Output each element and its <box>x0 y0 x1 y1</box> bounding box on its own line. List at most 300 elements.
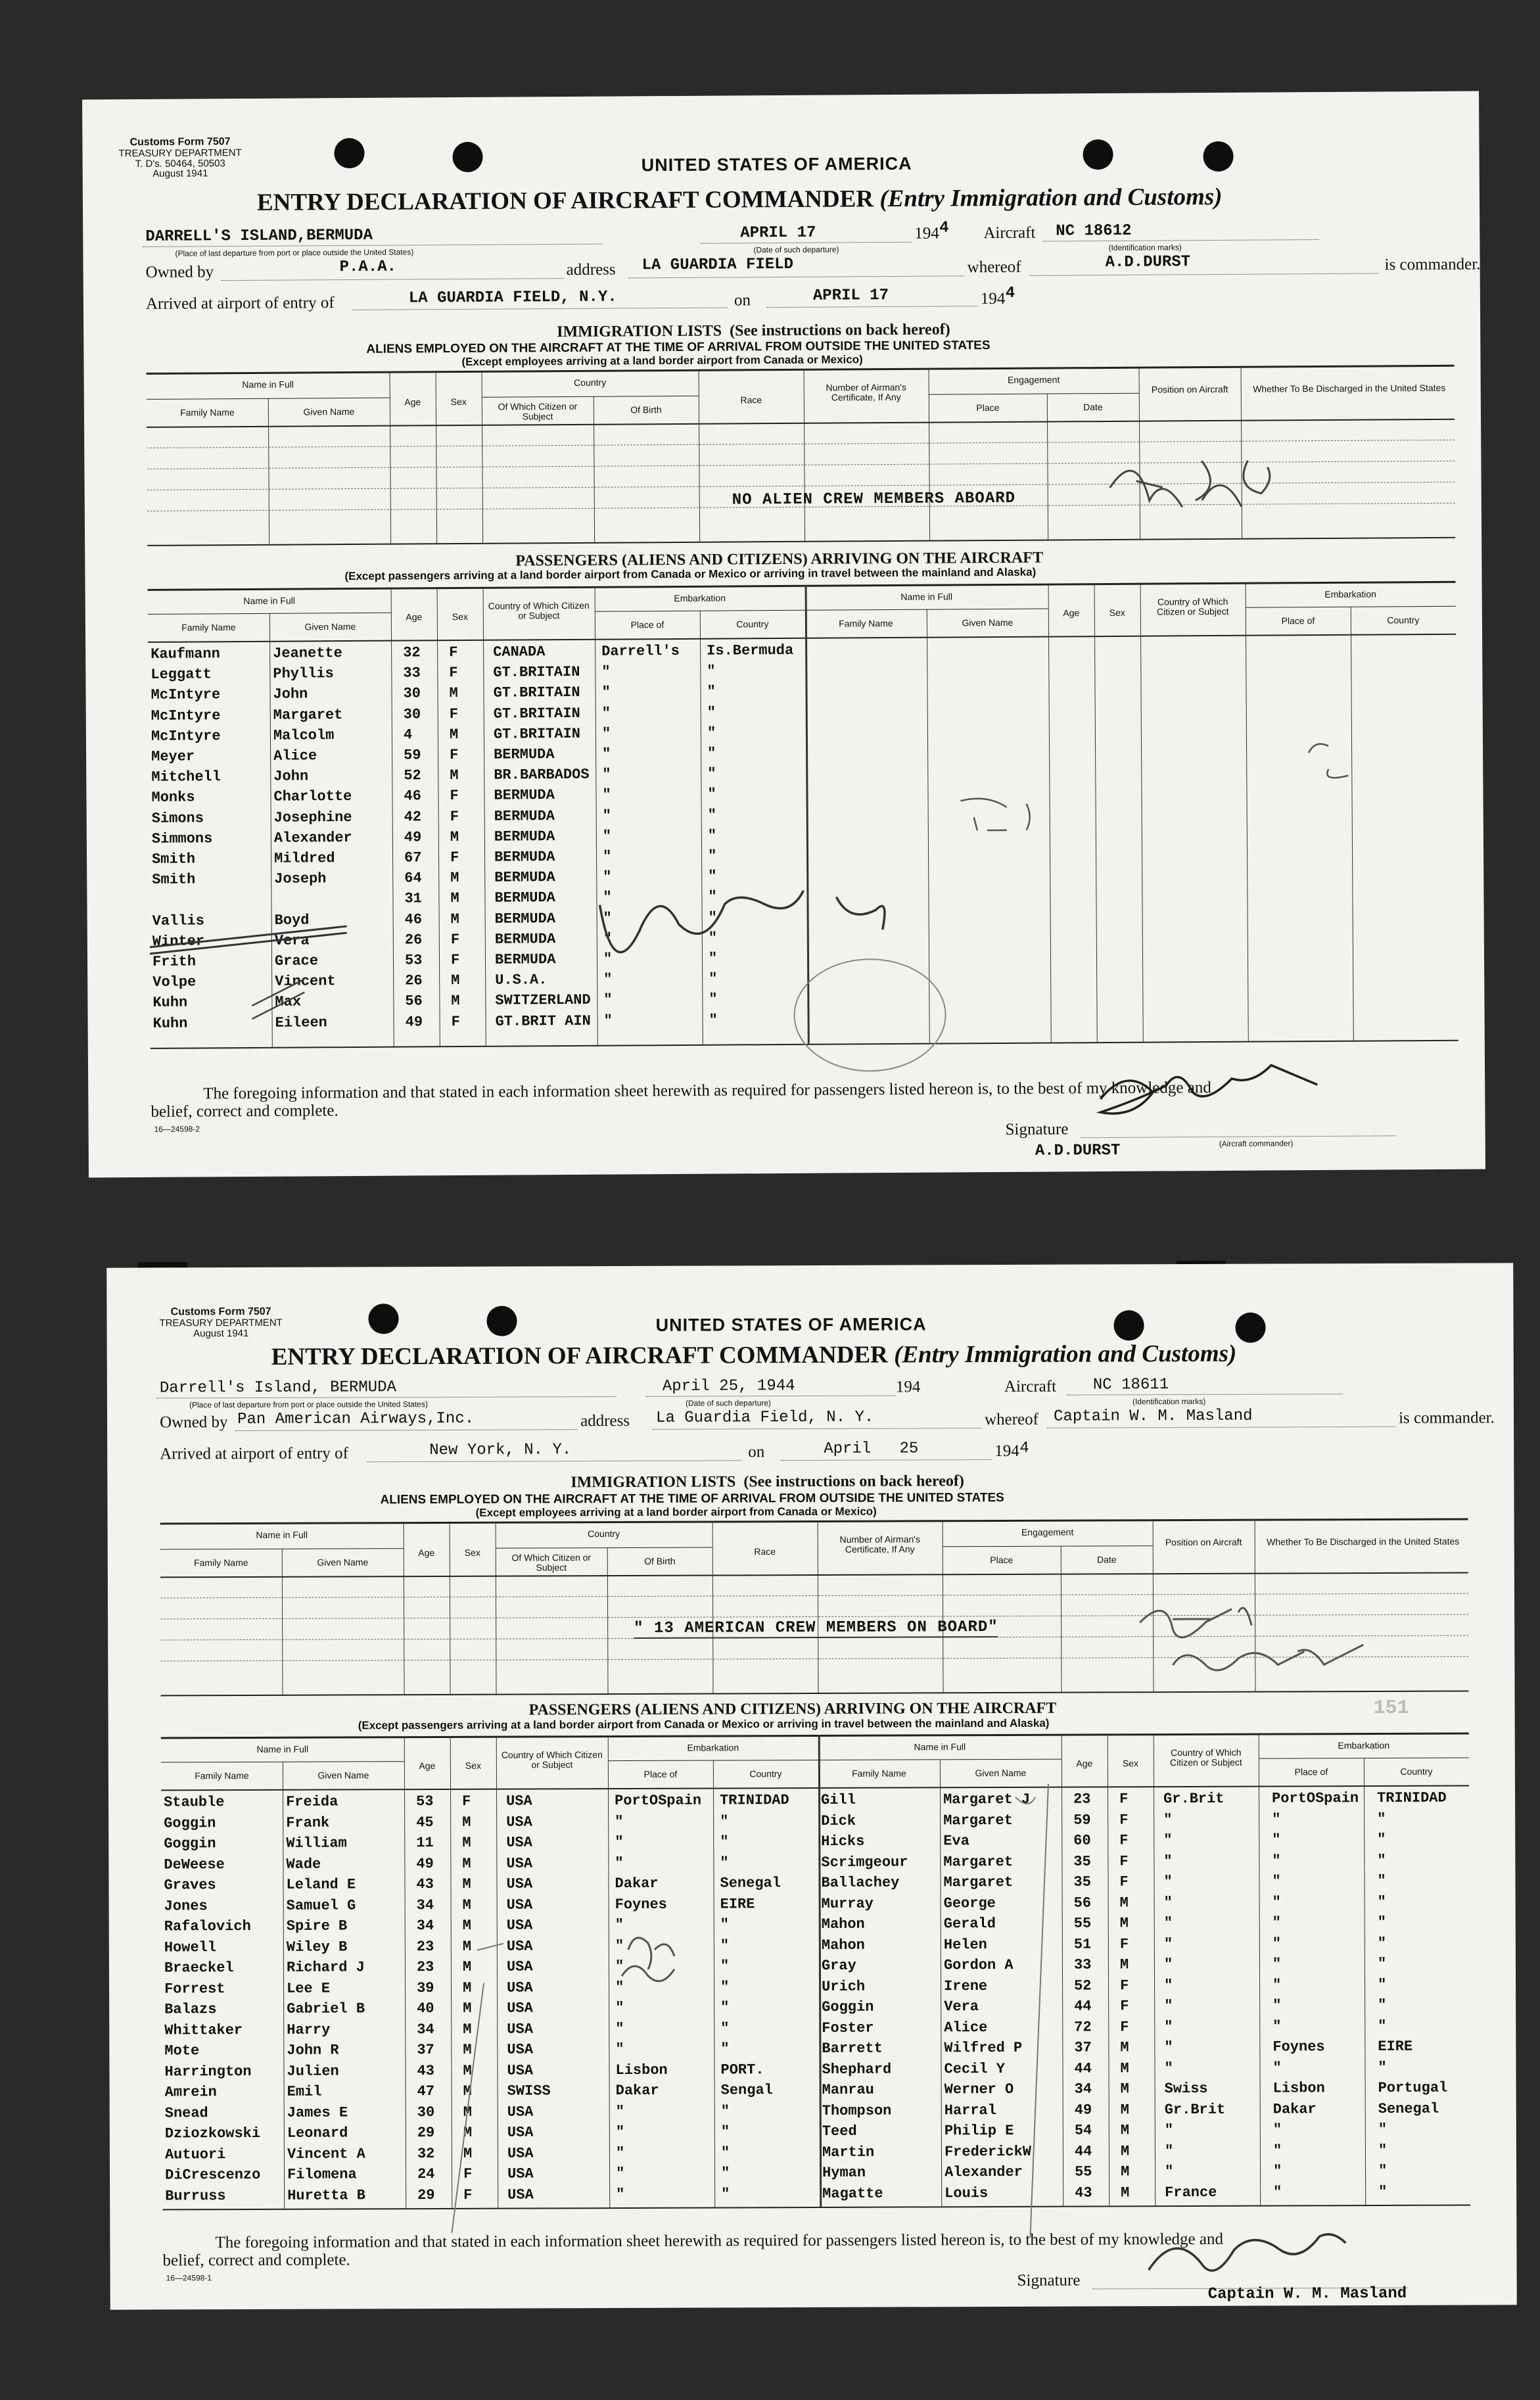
col-cert: Number of Airman's Certificate, If Any <box>839 1534 920 1555</box>
embark-country: " <box>709 1012 718 1029</box>
embark-place: " <box>603 889 612 906</box>
arrived-label: Arrived at airport of entry of <box>160 1444 348 1463</box>
family-name: Braeckel <box>164 1960 234 1977</box>
sex: F <box>450 931 460 948</box>
passengers-subheading: (Except passengers arriving at a land border airport from Canada or Mexico or arriving in travel between the mainland and Alaska) <box>358 1716 1050 1732</box>
embark-place: " <box>603 971 613 988</box>
col-position: Position on Aircraft <box>1151 383 1228 395</box>
col-family: Family Name <box>180 407 235 418</box>
country: GT.BRITAIN <box>493 705 580 722</box>
col-country-r: Country of Which Citizen or Subject <box>1169 1747 1242 1768</box>
country: BERMUDA <box>494 746 555 763</box>
sex: M <box>462 1917 471 1934</box>
country: " <box>1163 1852 1173 1870</box>
country: BERMUDA <box>494 787 555 805</box>
handwritten-marks <box>82 91 1485 1178</box>
embark-country: Senegal <box>720 1875 781 1892</box>
sex: M <box>1120 2081 1129 2098</box>
age: 42 <box>404 808 422 826</box>
country: Gr.Brit <box>1163 1790 1225 1808</box>
year-suffix: 4 <box>939 219 949 237</box>
embark-place: " <box>615 2020 624 2037</box>
embark-country: " <box>707 786 716 803</box>
embark-place: " <box>603 1012 613 1029</box>
col-place-r: Place of <box>1294 1766 1328 1777</box>
col-age: Age <box>418 1547 435 1559</box>
given-name: James E <box>287 2104 348 2121</box>
form-number: Customs Form 7507 <box>129 136 231 149</box>
aircraft-caption: (Identification marks) <box>1108 243 1182 252</box>
date-caption: (Date of such departure) <box>685 1398 772 1408</box>
given-name: Leland E <box>286 1876 356 1893</box>
given-name: Frank <box>286 1814 330 1831</box>
given-name: Werner O <box>944 2081 1014 2098</box>
is-commander-label: is commander. <box>1399 1409 1495 1427</box>
col-birth: Of Birth <box>630 404 662 415</box>
title-subtitle: (Entry Immigration and Customs) <box>894 1340 1237 1369</box>
sex: M <box>463 2104 472 2121</box>
title-main: ENTRY DECLARATION OF AIRCRAFT COMMANDER <box>271 1341 888 1371</box>
col-given-r: Given Name <box>975 1767 1027 1779</box>
age: 43 <box>417 2062 434 2079</box>
embark-country: " <box>720 1937 730 1954</box>
col-family: Family Name <box>194 1557 248 1568</box>
country-heading: UNITED STATES OF AMERICA <box>641 153 912 176</box>
age: 40 <box>417 2000 434 2017</box>
given-name: Filomena <box>287 2166 357 2183</box>
col-family-r: Family Name <box>839 617 893 629</box>
family-name: Winter <box>152 933 205 950</box>
age: 49 <box>1074 2102 1092 2119</box>
country: USA <box>507 2041 534 2058</box>
immigration-instructions: (See instructions on back hereof) <box>743 1472 964 1491</box>
owned-label: Owned by <box>145 263 214 281</box>
age: 44 <box>1074 1998 1092 2015</box>
col-country-r: Country of Which Citizen or Subject <box>1156 596 1229 617</box>
age: 30 <box>403 705 421 723</box>
embark-country: " <box>1377 1955 1387 1972</box>
sex: M <box>462 1958 472 1975</box>
col-sex: Sex <box>450 396 467 408</box>
given-name: John <box>273 686 308 703</box>
sex: M <box>462 1896 471 1914</box>
given-name: Philip E <box>944 2122 1014 2140</box>
family-name: Murray <box>821 1895 874 1912</box>
embark-place: " <box>615 1937 624 1954</box>
aircraft-marks: NC 18611 <box>1092 1376 1169 1394</box>
embark-place: Lisbon <box>1272 2080 1325 2097</box>
country: USA <box>506 1813 532 1831</box>
country: BERMUDA <box>494 889 555 907</box>
embark-country: " <box>1377 1852 1386 1869</box>
family-name: Monks <box>151 789 195 807</box>
country: Gr.Brit <box>1164 2101 1226 2118</box>
form-number: Customs Form 7507 <box>170 1306 271 1318</box>
given-name: John R <box>287 2042 339 2059</box>
col-date: Date <box>1083 402 1103 413</box>
col-age-r: Age <box>1063 607 1080 619</box>
form-department: TREASURY DEPARTMENT <box>159 1317 283 1329</box>
col-sex: Sex <box>465 1760 481 1771</box>
age: 55 <box>1073 1915 1092 1932</box>
form-date: August 1941 <box>152 168 208 180</box>
age: 53 <box>416 1793 434 1810</box>
sex: F <box>449 705 459 722</box>
col-name: Name in Full <box>243 595 296 607</box>
embark-country: " <box>720 1978 730 1995</box>
given-name: FrederickW <box>944 2143 1032 2160</box>
age: 64 <box>404 870 422 887</box>
is-commander-label: is commander. <box>1384 255 1481 274</box>
family-name: Mahon <box>821 1937 865 1954</box>
age: 53 <box>404 952 423 969</box>
family-name: DeWeese <box>164 1856 225 1873</box>
given-name: Eva <box>943 1833 969 1850</box>
sex: F <box>1119 1852 1129 1870</box>
immigration-title: IMMIGRATION LISTS <box>571 1473 736 1492</box>
embark-country: " <box>720 2040 730 2058</box>
commander-name: A.D.DURST <box>1105 253 1191 272</box>
whereof-label: whereof <box>985 1410 1039 1429</box>
age: 29 <box>417 2186 435 2203</box>
age: 32 <box>417 2145 435 2162</box>
given-name: Gerald <box>943 1916 996 1933</box>
embark-place: PortOSpain <box>1272 1790 1359 1807</box>
family-name: Simmons <box>151 830 213 847</box>
sex: F <box>449 644 458 661</box>
embark-country: TRINIDAD <box>720 1792 789 1809</box>
family-name: Kuhn <box>152 994 188 1012</box>
embark-country: " <box>1377 1914 1386 1931</box>
embark-country: " <box>1378 2162 1388 2179</box>
embark-country: " <box>721 2165 730 2182</box>
family-name: Autuori <box>164 2146 226 2163</box>
col-race: Race <box>740 394 762 406</box>
given-name: Lee E <box>287 1980 331 1997</box>
col-embarkation-r: Embarkation <box>1338 1739 1390 1751</box>
age: 59 <box>1073 1812 1091 1829</box>
sex: M <box>463 2082 472 2100</box>
given-name: Samuel G <box>286 1896 356 1914</box>
family-name: Leggatt <box>151 666 212 684</box>
col-family: Family Name <box>181 622 236 633</box>
sex: M <box>462 1814 471 1831</box>
embark-country: EIRE <box>720 1895 755 1912</box>
embark-place: " <box>602 745 611 763</box>
aliens-subheading: (Except employees arriving at a land border airport from Canada or Mexico) <box>475 1505 877 1519</box>
embark-place: " <box>602 807 611 824</box>
sex: M <box>450 890 459 907</box>
signature-label: Signature <box>1017 2271 1081 2290</box>
col-given: Given Name <box>304 621 356 632</box>
given-name: Grace <box>274 953 319 970</box>
family-name: Smith <box>152 871 196 889</box>
country: USA <box>507 2103 534 2121</box>
embark-place: " <box>603 951 613 968</box>
embark-country: " <box>708 868 717 885</box>
given-name: Josephine <box>273 809 352 826</box>
departure-place: Darrell's Island, BERMUDA <box>159 1378 396 1398</box>
age: 34 <box>416 1918 434 1935</box>
family-name: Thompson <box>822 2102 892 2119</box>
aircraft-label: Aircraft <box>983 224 1036 243</box>
given-name: Emil <box>287 2083 322 2100</box>
sex: F <box>1119 1873 1129 1891</box>
embark-country: Is.Bermuda <box>707 642 794 659</box>
given-name: Margaret <box>273 706 343 724</box>
embark-place: " <box>615 1917 624 1934</box>
col-discharged: Whether To Be Discharged in the United States <box>1267 1536 1460 1547</box>
embark-place: " <box>602 828 612 845</box>
country: USA <box>506 1854 533 1872</box>
given-name: Vincent A <box>287 2145 365 2163</box>
col-place: Place <box>990 1554 1014 1566</box>
embark-country: " <box>707 807 716 824</box>
handwritten-marks <box>106 1263 1517 2309</box>
embark-country: " <box>720 1854 729 1871</box>
col-place: Place <box>976 402 1000 413</box>
embark-place: Dakar <box>1272 2100 1317 2118</box>
country: USA <box>506 1958 533 1975</box>
age: 32 <box>403 644 421 661</box>
given-name: Irene <box>944 1977 988 1994</box>
country: " <box>1164 1998 1173 2015</box>
aliens-heading: ALIENS EMPLOYED ON THE AIRCRAFT AT THE TIME OF ARRIVAL FROM OUTSIDE THE UNITED STATES <box>380 1490 1004 1507</box>
sex: M <box>450 828 459 845</box>
country: USA <box>506 1937 533 1955</box>
country: USA <box>506 1834 532 1851</box>
on-label: on <box>748 1443 765 1461</box>
crew-note: " 13 AMERICAN CREW MEMBERS ON BOARD" <box>634 1618 998 1637</box>
col-name-r: Name in Full <box>914 1741 966 1753</box>
embark-place: " <box>1272 1873 1281 1890</box>
certification-text: The foregoing information and that stated in each information sheet herewith as required for passengers listed hereon is, to the best of my knowledge and <box>203 1079 1211 1103</box>
embark-place: " <box>1272 2121 1282 2138</box>
col-age-r: Age <box>1076 1758 1093 1769</box>
col-race: Race <box>754 1546 776 1557</box>
age: 34 <box>417 2021 434 2038</box>
embark-place: PortOSpain <box>615 1792 702 1810</box>
family-name: Mote <box>164 2042 200 2059</box>
sex: M <box>449 726 459 743</box>
family-name: Martin <box>822 2144 875 2161</box>
date-caption: (Date of such departure) <box>753 245 839 255</box>
embark-place: " <box>1272 2018 1282 2035</box>
embark-country: " <box>708 950 718 967</box>
passengers-heading: PASSENGERS (ALIENS AND CITIZENS) ARRIVING ON THE AIRCRAFT <box>515 549 1044 570</box>
col-country: Country of Which Citizen or Subject <box>488 600 590 621</box>
age: 43 <box>1075 2184 1092 2201</box>
arrival-year-suffix: 4 <box>1005 284 1015 302</box>
given-name: Margaret <box>943 1853 1014 1870</box>
country: USA <box>507 2020 533 2038</box>
family-name: Hyman <box>822 2164 866 2181</box>
embark-place: " <box>601 663 611 680</box>
family-name: Goggin <box>164 1835 216 1852</box>
address: La Guardia Field, N. Y. <box>655 1408 874 1427</box>
age: 34 <box>1074 2081 1092 2098</box>
family-name: Volpe <box>152 974 197 991</box>
given-name: Charlotte <box>273 788 352 806</box>
family-name: Rafalovich <box>164 1918 251 1935</box>
col-family: Family Name <box>195 1770 249 1781</box>
arrival-date: APRIL 17 <box>812 287 889 305</box>
country: " <box>1165 2163 1174 2180</box>
page-stamp: 151 <box>1373 1697 1409 1720</box>
family-name: Magatte <box>822 2185 883 2202</box>
given-name: Huretta B <box>287 2186 366 2204</box>
embark-country: " <box>707 847 717 864</box>
embark-place: " <box>1272 2059 1282 2077</box>
crew-note: NO ALIEN CREW MEMBERS ABOARD <box>732 489 1016 509</box>
family-name: Mahon <box>821 1916 865 1933</box>
embark-place: " <box>602 766 611 783</box>
country: " <box>1163 1935 1173 1952</box>
embark-place: " <box>615 1958 624 1975</box>
family-name: McIntyre <box>151 686 221 704</box>
owner: Pan American Airways,Inc. <box>237 1409 475 1429</box>
given-name: Mildred <box>273 850 335 867</box>
age: 26 <box>404 931 423 949</box>
age: 72 <box>1074 2019 1092 2036</box>
embark-place: " <box>601 684 611 701</box>
embark-country: " <box>720 1812 729 1829</box>
embark-place: " <box>615 1854 624 1871</box>
col-given-r: Given Name <box>962 617 1014 628</box>
whereof-label: whereof <box>967 258 1021 277</box>
country: USA <box>506 1793 532 1810</box>
age: 39 <box>417 1979 434 1996</box>
age: 34 <box>416 1896 434 1914</box>
age: 24 <box>417 2166 435 2183</box>
given-name: Harral <box>944 2102 996 2119</box>
col-position: Position on Aircraft <box>1165 1536 1242 1548</box>
sex: M <box>1119 1915 1129 1932</box>
family-name: Gray <box>821 1957 856 1974</box>
sex: M <box>1120 2039 1129 2056</box>
sex: F <box>1119 1832 1129 1849</box>
embark-country: " <box>721 2185 730 2202</box>
country: USA <box>506 1917 533 1934</box>
age: 30 <box>417 2104 435 2121</box>
col-given: Given Name <box>303 406 355 417</box>
embark-place: " <box>601 725 611 742</box>
embark-country: " <box>720 2102 730 2119</box>
age: 60 <box>1073 1832 1091 1849</box>
departure-date: APRIL 17 <box>740 224 816 243</box>
family-name: Teed <box>822 2123 857 2140</box>
age: 29 <box>417 2125 435 2142</box>
given-name: Eileen <box>275 1014 327 1031</box>
age: 31 <box>404 890 422 907</box>
age: 30 <box>403 685 421 702</box>
embark-country: Portugal <box>1378 2079 1448 2096</box>
family-name: Graves <box>164 1877 216 1894</box>
sex: M <box>451 993 460 1010</box>
country: U.S.A. <box>495 972 548 989</box>
embark-country: " <box>1378 2059 1387 2076</box>
age: 44 <box>1074 2060 1092 2077</box>
country: BERMUDA <box>494 828 555 845</box>
sex: M <box>462 1875 471 1893</box>
embark-country: " <box>1377 1935 1387 1952</box>
sex: M <box>1120 2142 1130 2159</box>
col-given: Given Name <box>317 1557 369 1568</box>
family-name: Kuhn <box>152 1015 188 1032</box>
given-name: Gordon A <box>943 1956 1014 1974</box>
col-name: Name in Full <box>256 1743 309 1754</box>
age: 45 <box>416 1814 434 1831</box>
given-name: Richard J <box>286 1959 365 1976</box>
embark-country: " <box>1378 2017 1387 2035</box>
embark-place: " <box>615 1813 624 1830</box>
age: 67 <box>404 849 422 866</box>
sex: F <box>1120 1977 1129 1994</box>
embark-place: Dakar <box>615 2082 659 2100</box>
country: GT.BRIT AIN <box>495 1012 591 1030</box>
embark-country: " <box>708 889 717 906</box>
given-name: Malcolm <box>273 726 335 744</box>
embark-country: " <box>720 2019 730 2036</box>
aliens-subheading: (Except employees arriving at a land border airport from Canada or Mexico) <box>461 353 863 368</box>
embark-place: Lisbon <box>615 2061 668 2079</box>
embark-country: " <box>709 970 718 987</box>
family-name: McIntyre <box>151 728 221 745</box>
age: 52 <box>404 767 421 784</box>
given-name: Alexander <box>273 829 352 847</box>
embark-place: " <box>615 2103 624 2120</box>
aircraft-caption: (Identification marks) <box>1132 1396 1206 1407</box>
sex: M <box>463 2000 472 2017</box>
embark-country: " <box>1377 1872 1386 1889</box>
signer-caption: (Aircraft commander) <box>1219 1139 1294 1148</box>
embark-country: " <box>708 929 718 947</box>
family-name: Gill <box>821 1791 856 1808</box>
embark-place: Foynes <box>615 1896 667 1913</box>
form-code: 16—24598-2 <box>154 1124 200 1134</box>
embark-place: " <box>1272 1956 1282 1973</box>
col-discharged: Whether To Be Discharged in the United States <box>1253 382 1446 394</box>
age: 56 <box>1073 1894 1092 1912</box>
country: USA <box>506 1896 533 1914</box>
sex: F <box>463 2165 473 2182</box>
owned-label: Owned by <box>160 1413 228 1432</box>
age: 46 <box>404 910 423 928</box>
given-name: John <box>273 768 309 785</box>
col-age: Age <box>404 396 421 408</box>
country: " <box>1164 2122 1174 2139</box>
country: SWISS <box>507 2082 551 2100</box>
col-country2-r: Country <box>1387 615 1420 626</box>
country: SWITZERLAND <box>495 992 591 1010</box>
arrival-year-suffix: 4 <box>1019 1439 1029 1457</box>
country: Swiss <box>1164 2080 1208 2098</box>
given-name: Vera <box>274 932 310 949</box>
sex: M <box>1121 2163 1130 2180</box>
age: 37 <box>1074 2039 1092 2056</box>
departure-place: DARRELL'S ISLAND,BERMUDA <box>145 226 373 246</box>
age: 49 <box>405 1013 423 1031</box>
family-name: Hicks <box>821 1833 865 1850</box>
age: 55 <box>1075 2163 1092 2180</box>
departure-caption: (Place of last departure from port or place outside the United States) <box>189 1400 428 1410</box>
country: BERMUDA <box>494 930 556 948</box>
on-label: on <box>734 291 751 310</box>
embark-country: " <box>720 1958 730 1975</box>
age: 43 <box>416 1876 434 1893</box>
embark-country: " <box>707 663 716 680</box>
passengers-heading: PASSENGERS (ALIENS AND CITIZENS) ARRIVING ON THE AIRCRAFT <box>528 1699 1057 1719</box>
